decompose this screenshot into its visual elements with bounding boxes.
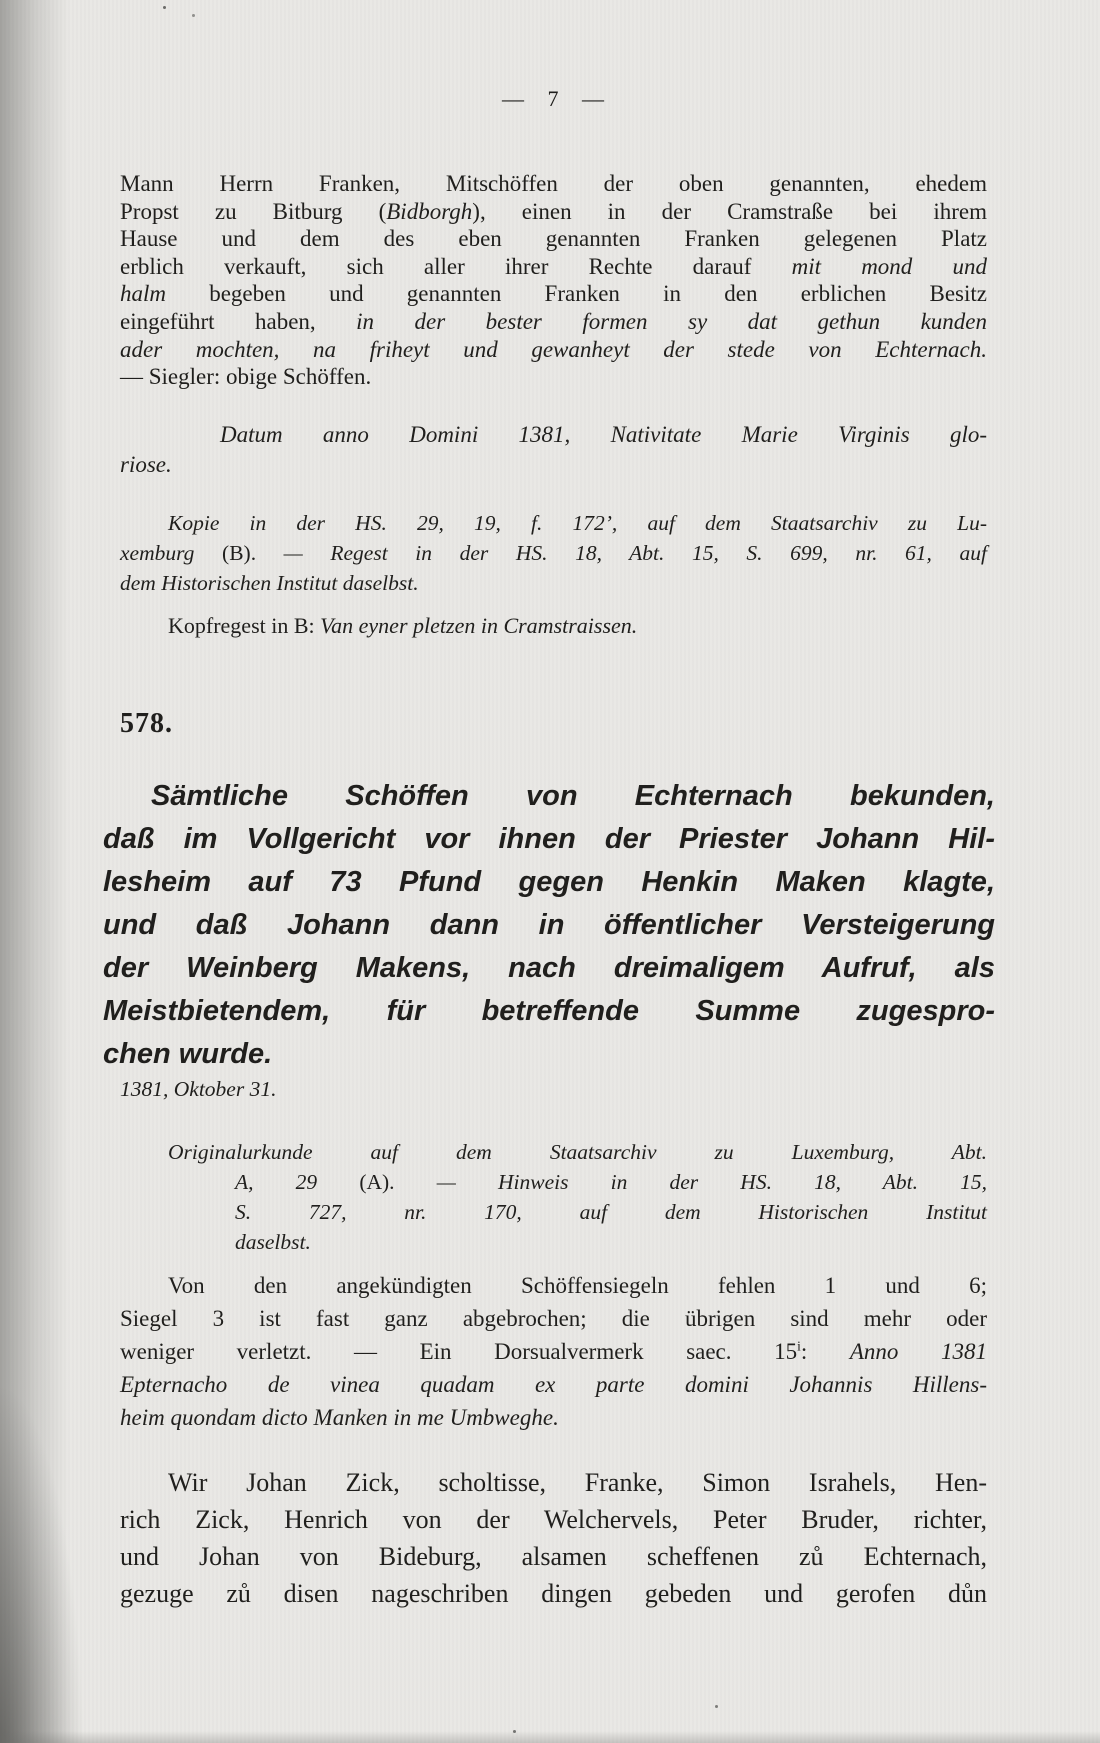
text-run: ), einen in der Cramstraße bei ihrem bbox=[472, 198, 987, 224]
text-run: erblich verkauft, sich aller ihrer Rechte darauf bbox=[120, 253, 792, 279]
text-line bbox=[235, 1227, 987, 1257]
text-run: halm bbox=[120, 281, 166, 307]
text-run: — Regest in der HS. 18, Abt. 15, S. 699, nr. 61, auf bbox=[283, 541, 987, 565]
text-run: i bbox=[797, 1338, 801, 1354]
text-line bbox=[103, 861, 995, 904]
text-run: Datum anno Domini 1381, Nativitate Marie Virginis glo- bbox=[220, 422, 987, 447]
text-run: begeben und genannten Franken in den erblichen Besitz bbox=[166, 281, 987, 307]
text-run: und Johan von Bideburg, alsamen scheffenen zů Echternach, bbox=[120, 1542, 987, 1571]
text-run: xemburg bbox=[120, 541, 223, 565]
text-line bbox=[120, 170, 987, 198]
text-run: Originalurkunde auf dem Staatsarchiv zu Luxemburg, Abt. bbox=[168, 1140, 987, 1164]
text-line bbox=[120, 1335, 987, 1368]
text-run: — Hinweis in der HS. 18, Abt. 15, bbox=[436, 1170, 987, 1194]
text-run: daselbst. bbox=[235, 1230, 311, 1254]
text-run: und daß Johann dann in öffentlicher Versteigerung bbox=[103, 909, 995, 941]
text-line bbox=[120, 308, 987, 336]
text-line bbox=[120, 508, 987, 538]
text-line bbox=[235, 1167, 987, 1197]
text-line bbox=[120, 1137, 987, 1167]
text-line bbox=[120, 708, 987, 740]
text-line bbox=[103, 1033, 995, 1076]
text-run: Sämtliche Schöffen von Echternach bekunden, bbox=[151, 780, 995, 812]
entry-577-continuation bbox=[120, 170, 987, 391]
text-line bbox=[103, 775, 995, 818]
text-run: gezuge zů disen nageschriben dingen gebeden und gerofen důn bbox=[120, 1579, 987, 1608]
text-run: A, 29 bbox=[235, 1170, 360, 1194]
text-run: weniger verletzt. — Ein Dorsualvermerk saec. 15 bbox=[120, 1339, 798, 1364]
text-line bbox=[120, 450, 987, 480]
text-run: Von den angekündigten Schöffensiegeln fehlen 1 und 6; bbox=[168, 1273, 987, 1298]
entry-578-source bbox=[120, 1137, 987, 1257]
text-run: Siegel 3 ist fast ganz abgebrochen; die übrigen sind mehr oder bbox=[120, 1306, 987, 1331]
text-line bbox=[120, 336, 987, 364]
text-run: riose. bbox=[120, 452, 172, 477]
text-run: 1381, Oktober 31. bbox=[120, 1077, 277, 1101]
text-run: Kopie in der HS. 29, 19, f. 172’, auf dem Staatsarchiv zu Lu- bbox=[168, 511, 987, 535]
text-run: dem Historischen Institut daselbst. bbox=[120, 571, 419, 595]
scan-edge-shadow bbox=[0, 1731, 1100, 1743]
entry-578-date bbox=[120, 1077, 930, 1102]
text-line bbox=[120, 538, 987, 568]
text-run: daß im Vollgericht vor ihnen der Priester Johann Hil- bbox=[103, 823, 995, 855]
text-line bbox=[103, 947, 995, 990]
text-line bbox=[120, 1575, 987, 1612]
text-line bbox=[120, 363, 987, 391]
binding-shadow bbox=[0, 0, 95, 1743]
text-run: lesheim auf 73 Pfund gegen Henkin Maken klagte, bbox=[103, 866, 995, 898]
text-line bbox=[103, 904, 995, 947]
text-line bbox=[120, 611, 987, 641]
text-line bbox=[103, 818, 995, 861]
text-line bbox=[103, 990, 995, 1033]
text-line bbox=[120, 253, 987, 281]
page-number: — 7 — bbox=[502, 86, 605, 111]
text-line bbox=[120, 1368, 987, 1401]
text-run: 578. bbox=[120, 708, 173, 739]
text-line bbox=[120, 1302, 987, 1335]
text-run: eingeführt haben, bbox=[120, 308, 357, 334]
text-run: Anno 1381 bbox=[849, 1339, 987, 1364]
text-line bbox=[120, 1077, 930, 1102]
text-line bbox=[120, 1269, 987, 1302]
text-run: Propst zu Bitburg ( bbox=[120, 198, 387, 224]
text-line bbox=[120, 225, 987, 253]
entry-577-kopfregest bbox=[120, 611, 987, 641]
text-run: Epternacho de vinea quadam ex parte domini Johannis Hillens- bbox=[120, 1372, 987, 1397]
text-run: ader mochten, na friheyt und gewanheyt der stede von Echternach. bbox=[120, 336, 987, 362]
text-run: S. 727, nr. 170, auf dem Historischen Institut bbox=[235, 1200, 987, 1224]
text-run: chen wurde. bbox=[103, 1038, 273, 1070]
entry-number-578 bbox=[120, 708, 987, 740]
text-run: Mann Herrn Franken, Mitschöffen der oben genannten, ehedem bbox=[120, 171, 987, 196]
text-line bbox=[120, 1464, 987, 1501]
entry-578-summary bbox=[103, 775, 995, 1076]
text-line bbox=[120, 280, 987, 308]
text-run: Wir Johan Zick, scholtisse, Franke, Simon Israhels, Hen- bbox=[168, 1468, 987, 1497]
text-run: : bbox=[800, 1339, 850, 1364]
text-run: in der bester formen sy dat gethun kunden bbox=[356, 308, 988, 334]
text-line bbox=[120, 420, 987, 450]
text-line bbox=[120, 1401, 987, 1434]
text-run: mit mond und bbox=[791, 253, 988, 279]
text-line bbox=[120, 568, 987, 598]
text-run: Kopfregest in B: bbox=[168, 613, 321, 638]
scan-speck bbox=[163, 6, 166, 9]
text-run: (A). bbox=[359, 1170, 437, 1194]
text-line bbox=[120, 198, 987, 226]
text-run: Van eyner pletzen in Cramstraissen. bbox=[320, 613, 638, 638]
entry-578-siegel-note bbox=[120, 1269, 987, 1434]
text-run: der Weinberg Makens, nach dreimaligem Aufruf, als bbox=[103, 952, 995, 984]
text-run: Meistbietendem, für betreffende Summe zugespro- bbox=[103, 995, 995, 1027]
text-line bbox=[235, 1197, 987, 1227]
entry-577-kopie bbox=[120, 508, 987, 598]
text-run: (B). bbox=[222, 541, 284, 565]
entry-578-text bbox=[120, 1464, 987, 1612]
text-run: heim quondam dicto Manken in me Umbweghe. bbox=[120, 1405, 559, 1430]
text-line bbox=[120, 1501, 987, 1538]
text-run: — Siegler: obige Schöffen. bbox=[120, 364, 372, 390]
text-run: Hause und dem des eben genannten Franken gelegenen Platz bbox=[120, 226, 987, 252]
text-run: Bidborgh bbox=[386, 198, 473, 224]
text-line bbox=[120, 1538, 987, 1575]
entry-577-datum bbox=[120, 420, 987, 480]
text-run: rich Zick, Henrich von der Welchervels, Peter Bruder, richter, bbox=[120, 1505, 987, 1534]
